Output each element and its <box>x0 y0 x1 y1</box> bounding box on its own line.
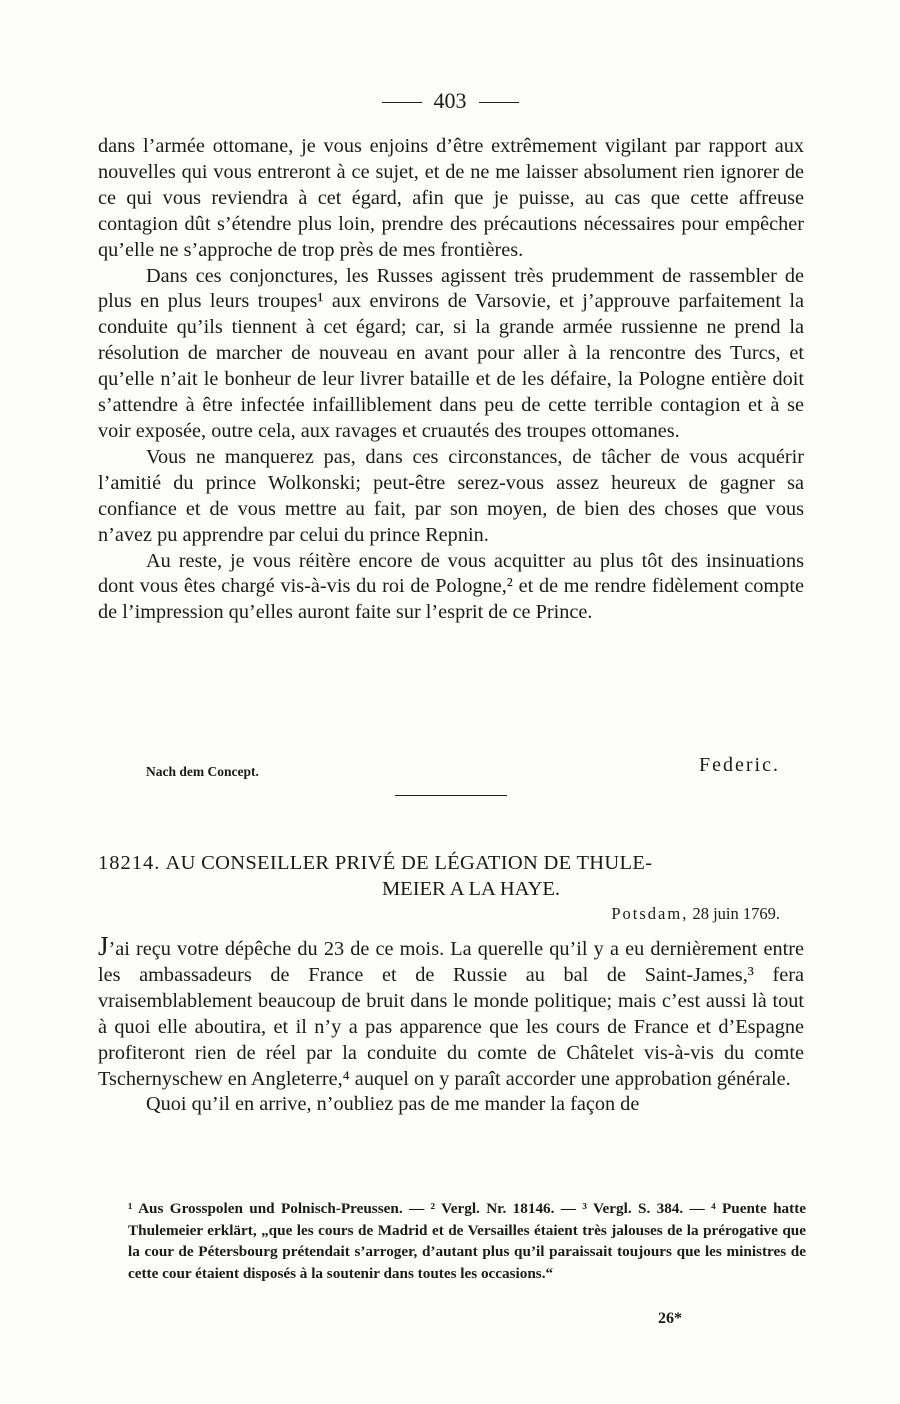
paragraph: Vous ne manquerez pas, dans ces circonstances, de tâcher de vous acquérir l’amitié du prince Wolkonski; peut-être serez-vous assez heureux de gagner sa confiance et de vous mettre au fait, par son moyen, de bien des choses que vous n’avez pu apprendre par celui du prince Repnin. <box>98 445 804 546</box>
paragraph <box>98 931 804 1092</box>
letter-number: 18214. <box>98 852 161 874</box>
paragraph-text: ’ai reçu votre dépêche du 23 de ce mois. La querelle qu’il y a eu dernièrement entre les ambassadeurs de France et de Russie au bal de Saint-James,³ fera vraisemblablement beaucoup de bruit dans le monde politique; mais c’est aussi là tout à quoi elle aboutira, et il n’y a pas apparence que les cours de France et d’Espagne profiteront rien de réel par la conduite du comte de Châtelet vis-à-vis du comte Tschernyschew en Angleterre,⁴ auquel on y paraît accorder une approbation générale. <box>98 938 804 1090</box>
footnote-text: ¹ Aus Grosspolen und Polnisch-Preussen. — ² Vergl. Nr. 18146. — ³ Vergl. S. 384. — ⁴ Puente hatte Thulemeier erklärt, „que les cours de Madrid et de Versailles étaient très jalouses de la prérogative que la cour de Pétersbourg prétendait s’arroger, d’autant plus qu’il paraissait toujours que les ministres de cette cour étaient disposés à la soutenir dans toutes les occasions.“ <box>128 1200 806 1282</box>
letter-continuation <box>98 134 804 626</box>
date: 28 juin 1769. <box>692 904 780 923</box>
drop-cap: J <box>98 931 109 961</box>
header-dash-right <box>479 102 519 103</box>
section-divider <box>395 795 507 796</box>
paragraph: Au reste, je vous réitère encore de vous acquitter au plus tôt des insinuations dont vous êtes chargé vis-à-vis du roi de Pologne,² et de me rendre fidèlement compte de l’impression qu’elles auront faite sur l’esprit de ce Prince. <box>98 549 804 624</box>
dateline <box>611 904 780 924</box>
page-header <box>0 88 900 114</box>
signature: Federic. <box>699 754 780 776</box>
signature-mark: 26* <box>658 1310 682 1327</box>
letter-body <box>98 931 804 1118</box>
paragraph: Dans ces conjonctures, les Russes agissent très prudemment de rassembler de plus en plus leurs troupes¹ aux environs de Varsovie, et j’approuve parfaitement la conduite qu’ils tiennent à cet égard; car, si la grande armée russienne ne prend la résolution de marcher de nouveau en avant pour aller à la rencontre des Turcs, et qu’elle n’ait le bonheur de leur livrer bataille et de les défaire, la Pologne entière doit s’attendre à être infectée infailliblement dans peu de cette terrible contagion et à se voir exposée, outre cela, aux ravages et cruautés des troupes ottomanes. <box>98 264 804 442</box>
letter-title: AU CONSEILLER PRIVÉ DE LÉGATION DE THULE- <box>165 852 653 874</box>
source-note: Nach dem Concept. <box>146 764 259 779</box>
paragraph: Quoi qu’il en arrive, n’oubliez pas de me mander la façon de <box>146 1093 640 1116</box>
closing-row <box>98 754 804 784</box>
letter-heading <box>98 850 804 902</box>
paragraph: dans l’armée ottomane, je vous enjoins d’être extrêmement vigilant par rapport aux nouvelles qui vous entreront à ce sujet, et de ne me laisser absolument rien ignorer de ce qui vous reviendra à cet égard, afin que je puisse, au cas que cette affreuse contagion dût s’étendre plus loin, prendre des précautions nécessaires pour empêcher qu’elle ne s’approche de trop près de mes frontières. <box>98 135 804 261</box>
letter-title-continued: MEIER A LA HAYE. <box>381 878 561 900</box>
footnotes <box>128 1198 806 1284</box>
date-place: Potsdam, <box>611 904 689 923</box>
page-number: 403 <box>433 88 467 113</box>
heading-line-1 <box>98 850 804 876</box>
header-dash-left <box>382 102 422 103</box>
